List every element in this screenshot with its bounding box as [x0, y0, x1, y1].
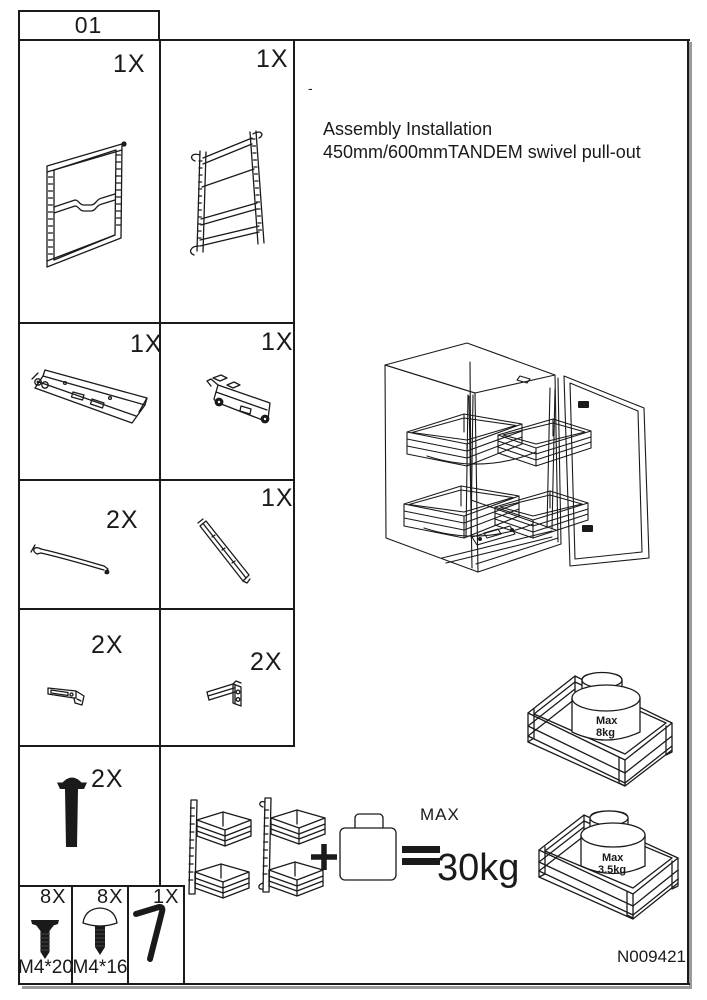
- swivel-frame-panel-icon: [18, 39, 161, 322]
- rack-right-icon: [259, 798, 325, 896]
- qty-label: 2X: [106, 506, 139, 534]
- screw-size-label: M4*20: [18, 957, 73, 978]
- basket-max-label-line1: Max: [596, 715, 618, 727]
- channel-bar-icon: [161, 479, 295, 608]
- plus-icon: [311, 844, 337, 870]
- hardware-cell-allen-key: [128, 885, 183, 985]
- qty-label: 1X: [130, 330, 163, 358]
- max-label: MAX: [420, 805, 460, 824]
- qty-label: 1X: [261, 484, 294, 512]
- qty-label: 8X: [97, 886, 124, 908]
- border-bottom-shadow: [22, 986, 692, 989]
- title-line2: 450mm/600mmTANDEM swivel pull-out: [323, 142, 641, 162]
- hardware-cell-m4x20: [18, 885, 72, 985]
- qty-label: 1X: [256, 45, 289, 73]
- parts-cell-curved-rod: [18, 479, 161, 608]
- qty-label: 1X: [261, 328, 294, 356]
- dash-mark: -: [308, 80, 313, 96]
- parts-cell-channel-bar: [161, 479, 295, 608]
- qty-label: 2X: [91, 765, 124, 793]
- parts-cell-frame-panel: [18, 39, 161, 322]
- allen-key-icon: [128, 885, 183, 985]
- equals-icon: [402, 846, 440, 865]
- hardware-cell-m4x16: [72, 885, 128, 985]
- page-title: [323, 118, 641, 164]
- qty-label: 2X: [91, 631, 124, 659]
- parts-cell-ladder-frame: [161, 39, 295, 322]
- ladder-frame-icon: [161, 39, 295, 322]
- roller-carriage-icon: [161, 322, 295, 479]
- cabinet-illustration: [372, 332, 667, 617]
- title-line1: Assembly Installation: [323, 119, 493, 139]
- qty-label: 1X: [153, 886, 180, 908]
- parts-cell-corner-bracket: [18, 608, 161, 745]
- parts-cell-pull-out-slide: [18, 322, 161, 479]
- max-total-weight: 30kg: [437, 847, 520, 889]
- rack-left-icon: [189, 800, 251, 898]
- basket-max-label-line2: 8kg: [596, 727, 615, 739]
- parts-cell-roller-carriage: [161, 322, 295, 479]
- document-number: N009421: [616, 947, 686, 966]
- parts-cell-flange-bolt: [18, 745, 161, 885]
- basket-max-3-5kg-illustration: [532, 798, 697, 920]
- qty-label: 8X: [40, 886, 67, 908]
- basket-max-label-line2: 3.5kg: [598, 864, 627, 876]
- flange-bolt-icon: [18, 745, 161, 885]
- pull-out-slide-icon: [18, 322, 161, 479]
- weight-block-icon: [340, 814, 396, 880]
- basket-max-8kg-illustration: [520, 658, 695, 788]
- corner-bracket-icon: [18, 608, 161, 745]
- basket-max-label-line1: Max: [602, 852, 624, 864]
- mounting-arm-icon: [161, 608, 295, 745]
- qty-label: 1X: [113, 50, 146, 78]
- sheet-number: 01: [74, 12, 103, 38]
- parts-cell-mounting-arm: [161, 608, 295, 745]
- screw-size-label: M4*16: [72, 957, 128, 978]
- qty-label: 2X: [250, 648, 283, 676]
- curved-tie-rod-icon: [18, 479, 161, 608]
